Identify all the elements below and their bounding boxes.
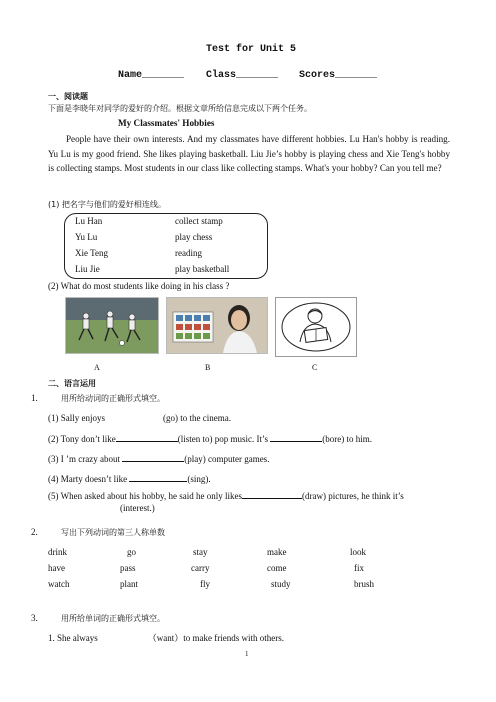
verb-word: come	[267, 563, 287, 573]
fill-blank-item: (2) Tony don’t like (listen to) pop music. It’s (bore) to him.	[48, 434, 373, 444]
verb-word: fly	[200, 579, 210, 589]
verb-word: study	[271, 579, 291, 589]
passage-text: People have their own interests. And my classmates have different hobbies. Lu Han's hobby is reading. Yu Lu is my good friend. She likes playing basketball. Liu Jie’s hobby is playing chess and Xie Teng's hobby is collecting stamps. Most students in our class like collecting stamps. What's your hobby? Can you tell me?	[48, 134, 450, 174]
section1-heading: 一、阅读题	[48, 92, 88, 101]
hobby-item: play chess	[175, 232, 213, 242]
name-field: Name_______	[118, 70, 185, 81]
question-number: 3.	[31, 613, 38, 623]
page-number: 1	[245, 650, 249, 658]
woman-with-stamps-photo	[166, 297, 268, 354]
verb-word: pass	[120, 563, 136, 573]
section2-heading: 二、语言运用	[48, 379, 96, 388]
name-item: Lu Han	[75, 216, 103, 226]
verb-word: fix	[354, 563, 364, 573]
task2-question: (2) What do most students like doing in his class ?	[48, 281, 230, 291]
name-item: Yu Lu	[75, 232, 98, 242]
fill-blank-item: (5) When asked about his hobby, he said he only likes (draw) pictures, he think it’s	[48, 491, 404, 501]
picture-label: B	[205, 363, 211, 372]
fill-blank-continuation: (interest.)	[120, 503, 155, 513]
hobby-item: collect stamp	[175, 216, 223, 226]
section1-instruction: 下面是李晓年对同学的爱好的介绍。根据文章所给信息完成以下两个任务。	[48, 104, 312, 113]
verb-word: look	[350, 547, 367, 557]
q3-instruction: 用所给单词的正确形式填空。	[61, 614, 165, 623]
q1-instruction: 用所给动词的正确形式填空。	[61, 394, 165, 403]
verb-word: plant	[120, 579, 138, 589]
task1-instruction: (1) 把名字与他们的爱好相连线。	[48, 200, 166, 209]
verb-word: watch	[48, 579, 70, 589]
verb-word: carry	[191, 563, 210, 573]
hobby-item: reading	[175, 248, 202, 258]
fill-blank-item: (1) Sally enjoys (go) to the cinema.	[48, 413, 231, 423]
verb-word: brush	[354, 579, 374, 589]
picture-label: A	[94, 363, 100, 372]
fill-blank-item: (4) Marty doesn’t like (sing).	[48, 474, 211, 484]
class-field: Class_______	[206, 70, 279, 81]
scores-field: Scores_______	[299, 70, 378, 81]
reading-person-drawing	[275, 297, 357, 357]
verb-word: go	[127, 547, 136, 557]
verb-word: stay	[193, 547, 208, 557]
page-title: Test for Unit 5	[206, 44, 297, 55]
question-number: 1.	[31, 393, 38, 403]
football-players-photo	[65, 297, 159, 354]
passage-title: My Classmates' Hobbies	[118, 118, 215, 128]
picture-label: C	[312, 363, 318, 372]
verb-word: have	[48, 563, 65, 573]
fill-blank-item: 1. She always （want）to make friends with others.	[48, 633, 284, 643]
q2-instruction: 写出下列动词的第三人称单数	[61, 528, 165, 537]
fill-blank-item: (3) I ’m crazy about (play) computer games.	[48, 454, 270, 464]
verb-word: drink	[48, 547, 67, 557]
verb-word: make	[267, 547, 287, 557]
hobby-item: play basketball	[175, 264, 230, 274]
name-item: Xie Teng	[75, 248, 108, 258]
name-item: Liu Jie	[75, 264, 100, 274]
question-number: 2.	[31, 527, 38, 537]
